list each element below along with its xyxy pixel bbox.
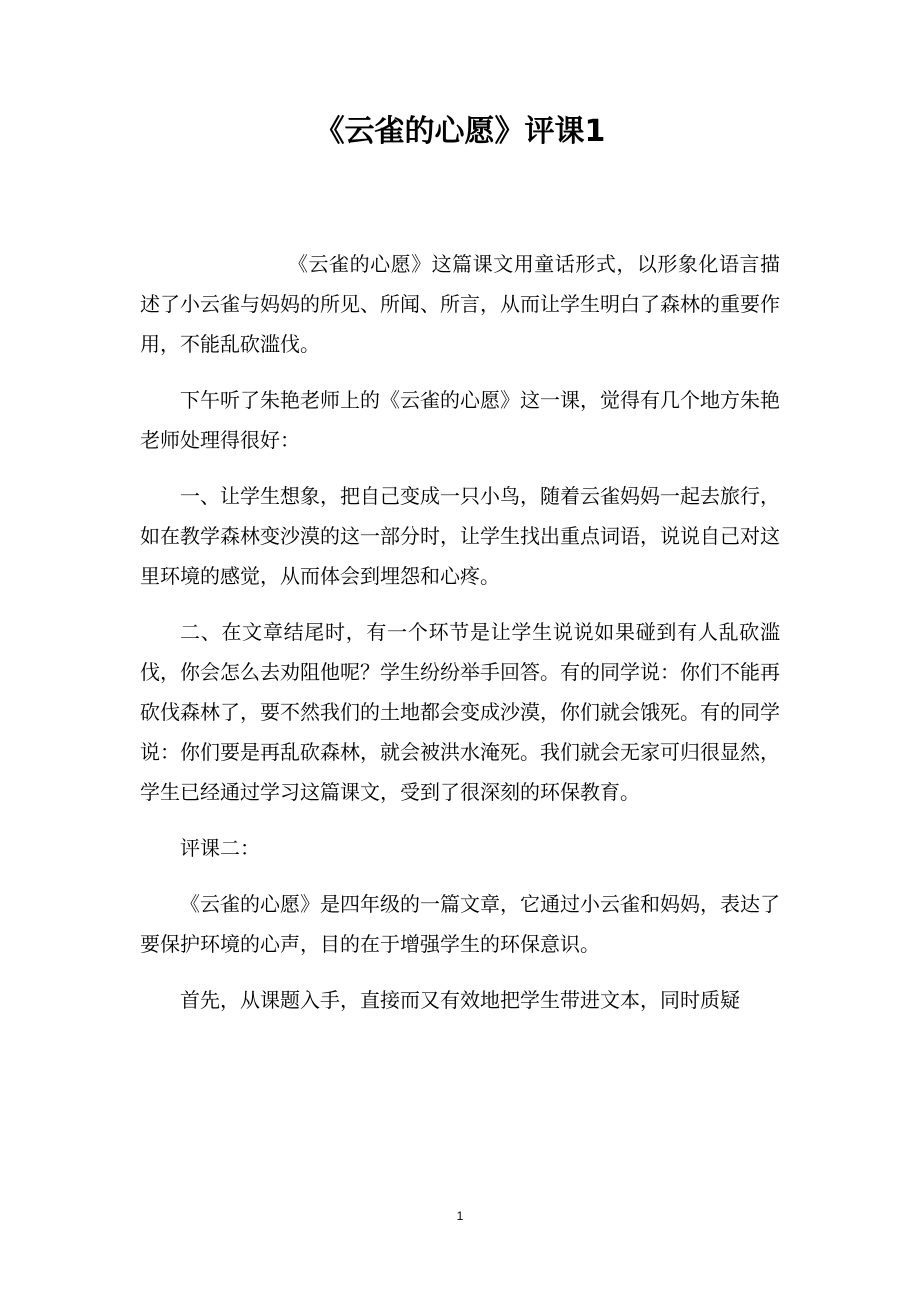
document-body — [140, 244, 780, 1036]
paragraph-point-one: 一、让学生想象，把自己变成一只小鸟，随着云雀妈妈一起去旅行，如在教学森林变沙漠的这一部分时，让学生找出重点词语，说说自己对这里环境的感觉，从而体会到埋怨和心疼。 — [140, 484, 780, 588]
paragraph-first-step: 首先，从课题入手，直接而又有效地把学生带进文本，同时质疑 — [180, 988, 740, 1012]
paragraph-review-two-heading: 评课二： — [180, 836, 260, 860]
paragraph-intro: 《云雀的心愿》这篇课文用童话形式，以形象化语言描述了小云雀与妈妈的所见、所闻、所言，从而让学生明白了森林的重要作用，不能乱砍滥伐。 — [140, 252, 780, 356]
paragraph-afternoon-lesson: 下午听了朱艳老师上的《云雀的心愿》这一课，觉得有几个地方朱艳老师处理得很好： — [140, 388, 780, 452]
paragraph-review-two-summary: 《云雀的心愿》是四年级的一篇文章，它通过小云雀和妈妈，表达了要保护环境的心声，目的在于增强学生的环保意识。 — [140, 892, 780, 956]
paragraph-point-two: 二、在文章结尾时，有一个环节是让学生说说如果碰到有人乱砍滥伐，你会怎么去劝阻他呢？学生纷纷举手回答。有的同学说：你们不能再砍伐森林了，要不然我们的土地都会变成沙漠，你们就会饿死。有的同学说：你们要是再乱砍森林，就会被洪水淹死。我们就会无家可归很显然，学生已经通过学习这篇课文，受到了很深刻的环保教育。 — [140, 620, 780, 804]
document-title: 《云雀的心愿》评课1 — [314, 114, 606, 149]
page-number: 1 — [456, 1209, 464, 1223]
